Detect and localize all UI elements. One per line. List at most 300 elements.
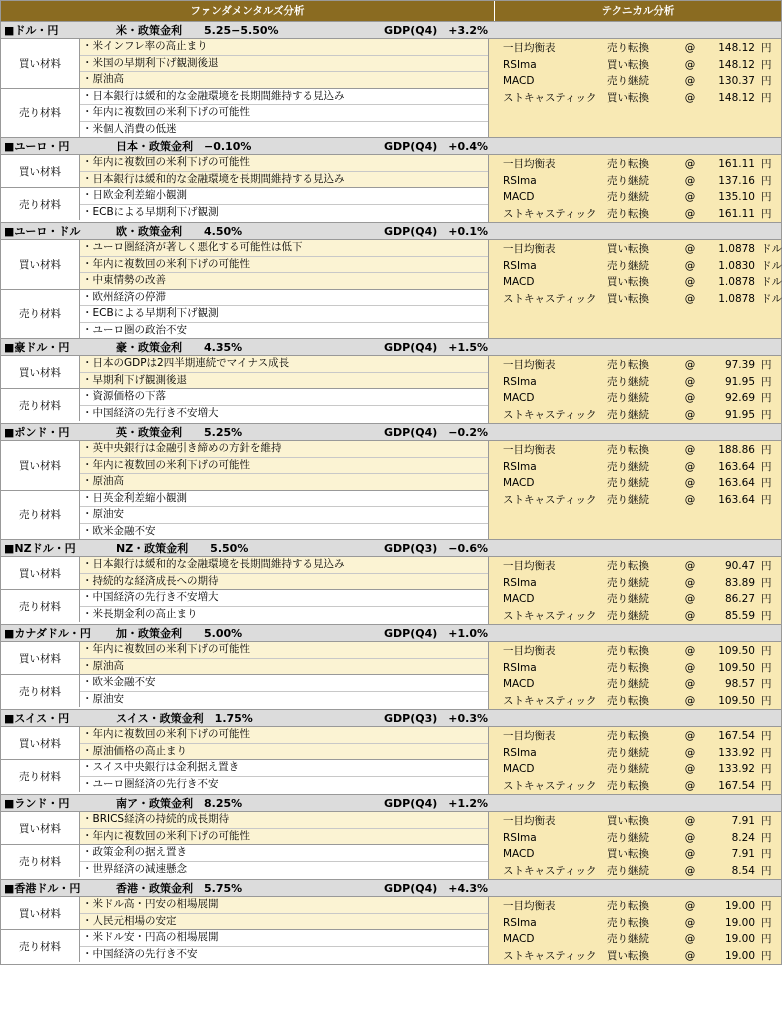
- technical-panel: [489, 812, 781, 879]
- sell-label: 売り材料: [1, 760, 80, 792]
- currency-section: [1, 338, 781, 423]
- at-symbol: @: [684, 661, 696, 674]
- at-symbol: @: [684, 694, 696, 707]
- indicator-row: [489, 846, 781, 863]
- signal-status: 買い転換: [607, 243, 649, 255]
- signal-status: 売り継続: [607, 75, 649, 87]
- signal-status: 買い転換: [607, 848, 649, 860]
- price-unit: 円: [761, 864, 772, 877]
- buy-label: 買い材料: [1, 812, 80, 844]
- price-value: 19.00: [724, 949, 755, 962]
- indicator-row: [489, 492, 781, 509]
- buy-item: ・米インフレ率の高止まり: [80, 39, 488, 56]
- price-unit: 円: [761, 848, 772, 860]
- section-title: [1, 539, 781, 557]
- at-symbol: @: [684, 259, 696, 272]
- price-unit: 円: [761, 815, 772, 827]
- sell-materials: [1, 491, 488, 540]
- sell-label: 売り材料: [1, 845, 80, 877]
- indicator-row: [489, 357, 781, 374]
- sell-item: ・年内に複数回の米利下げの可能性: [80, 105, 488, 122]
- buy-items: [80, 557, 488, 589]
- sell-item: ・ECBによる早期利下げ観測: [82, 205, 219, 218]
- buy-item: ・年内に複数回の米利下げの可能性: [80, 727, 488, 744]
- at-symbol: @: [684, 746, 696, 759]
- indicator-name: ストキャスティック: [503, 864, 597, 877]
- price-value: 92.69: [724, 392, 755, 404]
- currency-section: [1, 21, 781, 137]
- sell-label: 売り材料: [1, 290, 80, 339]
- price-value: 7.91: [731, 848, 755, 860]
- section-title: [1, 137, 781, 155]
- at-symbol: @: [684, 58, 696, 71]
- sell-materials: [1, 760, 488, 792]
- policy-rate: 欧・政策金利 4.50%: [116, 225, 243, 238]
- at-symbol: @: [684, 444, 696, 456]
- price-unit: 円: [761, 42, 772, 54]
- signal-status: 売り継続: [607, 375, 649, 388]
- signal-status: 売り継続: [607, 174, 649, 187]
- sell-items: [80, 491, 488, 540]
- price-unit: 円: [761, 916, 772, 929]
- price-value: 91.95: [724, 375, 755, 388]
- price-value: 109.50: [718, 661, 755, 674]
- price-unit: 円: [761, 191, 772, 203]
- signal-status: 売り継続: [607, 593, 649, 605]
- price-value: 135.10: [718, 191, 755, 203]
- price-unit: 円: [761, 933, 772, 945]
- currency-section: [1, 624, 781, 709]
- signal-status: 買い転換: [607, 292, 649, 305]
- price-unit: 円: [761, 359, 772, 371]
- gdp-value: GDP(Q3) +0.3%: [384, 712, 489, 725]
- buy-item: ・持続的な経済成長への期待: [80, 574, 488, 590]
- signal-status: 買い転換: [607, 91, 649, 104]
- sell-label: 売り材料: [1, 675, 80, 707]
- fundamental-header: ファンダメンタルズ分析: [1, 1, 495, 21]
- indicator-row: [489, 189, 781, 206]
- buy-label: 買い材料: [1, 642, 80, 674]
- sell-label: 売り材料: [1, 491, 80, 540]
- indicator-name: RSIma: [503, 916, 537, 929]
- buy-items: [80, 155, 488, 187]
- fundamental-panel: [1, 240, 489, 338]
- signal-status: 売り転換: [607, 694, 649, 707]
- at-symbol: @: [684, 191, 696, 203]
- sell-items: [80, 845, 488, 877]
- indicator-row: [489, 813, 781, 830]
- section-body: [1, 557, 781, 624]
- sell-materials: [1, 930, 488, 962]
- price-unit: 円: [761, 460, 772, 473]
- technical-panel: [489, 39, 781, 137]
- price-value: 148.12: [718, 91, 755, 104]
- gdp-value: GDP(Q4) −0.2%: [384, 426, 489, 439]
- indicator-name: 一目均衡表: [503, 42, 556, 54]
- sell-materials: [1, 290, 488, 339]
- technical-panel: [489, 240, 781, 338]
- at-symbol: @: [684, 779, 696, 792]
- sell-item: ・欧米金融不安: [80, 675, 488, 692]
- at-symbol: @: [684, 730, 696, 742]
- sell-materials: [1, 188, 488, 220]
- price-unit: 円: [761, 158, 772, 170]
- buy-materials: [1, 240, 488, 290]
- price-value: 1.0878: [718, 243, 755, 255]
- signal-status: 売り継続: [607, 191, 649, 203]
- price-unit: 円: [761, 609, 772, 622]
- buy-item: ・日本銀行は緩和的な金融環境を長期間維持する見込み: [80, 172, 488, 188]
- price-unit: 円: [761, 444, 772, 456]
- policy-rate: スイス・政策金利 1.75%: [116, 712, 253, 725]
- section-title: [1, 879, 781, 897]
- at-symbol: @: [684, 609, 696, 622]
- indicator-row: [489, 558, 781, 575]
- buy-item: ・年内に複数回の米利下げの可能性: [80, 257, 488, 274]
- price-unit: 円: [761, 375, 772, 388]
- indicator-name: 一目均衡表: [503, 158, 556, 170]
- signal-status: 買い転換: [607, 949, 649, 962]
- buy-item: ・中東情勢の改善: [80, 273, 488, 289]
- indicator-row: [489, 591, 781, 608]
- price-value: 130.37: [718, 75, 755, 87]
- at-symbol: @: [684, 408, 696, 421]
- section-body: [1, 240, 781, 338]
- indicator-name: ストキャスティック: [503, 949, 597, 962]
- buy-label: 買い材料: [1, 240, 80, 289]
- price-value: 133.92: [718, 763, 755, 775]
- indicator-name: 一目均衡表: [503, 243, 556, 255]
- buy-item: ・年内に複数回の米利下げの可能性: [80, 458, 488, 475]
- indicator-row: [489, 608, 781, 625]
- technical-panel: [489, 155, 781, 222]
- indicator-name: MACD: [503, 276, 535, 288]
- currency-pair: ■香港ドル・円: [4, 882, 81, 895]
- gdp-value: GDP(Q4) +1.5%: [384, 341, 489, 354]
- indicator-name: RSIma: [503, 375, 537, 388]
- price-unit: 円: [761, 91, 772, 104]
- indicator-row: [489, 745, 781, 762]
- price-value: 137.16: [718, 174, 755, 187]
- signal-status: 売り継続: [607, 477, 649, 489]
- sell-item: ・中国経済の先行き不安増大: [80, 590, 488, 607]
- indicator-row: [489, 258, 781, 275]
- currency-section: [1, 137, 781, 222]
- indicator-name: RSIma: [503, 831, 537, 844]
- indicator-row: [489, 90, 781, 107]
- price-unit: 円: [761, 560, 772, 572]
- buy-items: [80, 441, 488, 490]
- signal-status: 売り転換: [607, 207, 649, 220]
- buy-label: 買い材料: [1, 897, 80, 929]
- price-value: 98.57: [724, 678, 755, 690]
- price-value: 90.47: [724, 560, 755, 572]
- indicator-name: 一目均衡表: [503, 645, 556, 657]
- sell-item: ・資源価格の下落: [80, 389, 488, 406]
- price-unit: 円: [761, 408, 772, 421]
- buy-materials: [1, 727, 488, 760]
- signal-status: 売り継続: [607, 609, 649, 622]
- indicator-name: 一目均衡表: [503, 444, 556, 456]
- price-value: 1.0878: [718, 276, 755, 288]
- indicator-row: [489, 40, 781, 57]
- section-body: [1, 356, 781, 423]
- sell-item: ・政策金利の据え置き: [80, 845, 488, 862]
- at-symbol: @: [684, 763, 696, 775]
- section-body: [1, 39, 781, 137]
- sell-items: [80, 760, 488, 792]
- at-symbol: @: [684, 593, 696, 605]
- section-title: [1, 423, 781, 441]
- currency-section: [1, 222, 781, 338]
- policy-rate: 米・政策金利 5.25−5.50%: [116, 24, 279, 37]
- buy-items: [80, 39, 488, 88]
- indicator-name: MACD: [503, 392, 535, 404]
- indicator-row: [489, 374, 781, 391]
- at-symbol: @: [684, 848, 696, 860]
- price-value: 161.11: [718, 158, 755, 170]
- currency-pair: ■スイス・円: [4, 712, 70, 725]
- buy-item: ・原油高: [80, 474, 488, 490]
- sell-items: [80, 675, 488, 707]
- buy-materials: [1, 356, 488, 389]
- price-value: 83.89: [724, 576, 755, 589]
- section-body: [1, 897, 781, 964]
- signal-status: 売り転換: [607, 661, 649, 674]
- buy-item: ・日本のGDPは2四半期連続でマイナス成長: [80, 356, 488, 373]
- at-symbol: @: [684, 392, 696, 404]
- buy-items: [80, 897, 488, 929]
- buy-items: [80, 240, 488, 289]
- indicator-name: RSIma: [503, 174, 537, 187]
- price-unit: 円: [761, 730, 772, 742]
- section-title: [1, 21, 781, 39]
- price-value: 19.00: [724, 900, 755, 912]
- price-unit: 円: [761, 576, 772, 589]
- technical-panel: [489, 897, 781, 964]
- price-unit: ドル: [761, 243, 782, 255]
- price-unit: 円: [761, 661, 772, 674]
- fundamental-panel: [1, 727, 489, 794]
- signal-status: 買い転換: [607, 58, 649, 71]
- at-symbol: @: [684, 276, 696, 288]
- buy-label: 買い材料: [1, 557, 80, 589]
- signal-status: 売り継続: [607, 576, 649, 589]
- price-value: 161.11: [718, 207, 755, 220]
- sell-item: ・欧米金融不安: [82, 524, 156, 537]
- fundamental-panel: [1, 557, 489, 624]
- section-title: [1, 709, 781, 727]
- gdp-value: GDP(Q4) +1.2%: [384, 797, 489, 810]
- buy-materials: [1, 441, 488, 491]
- section-title: [1, 794, 781, 812]
- sell-materials: [1, 845, 488, 877]
- buy-label: 買い材料: [1, 155, 80, 187]
- price-unit: 円: [761, 477, 772, 489]
- signal-status: 売り転換: [607, 359, 649, 371]
- section-body: [1, 441, 781, 539]
- buy-item: ・米国の早期利下げ観測後退: [80, 56, 488, 73]
- signal-status: 売り継続: [607, 864, 649, 877]
- indicator-name: 一目均衡表: [503, 815, 556, 827]
- signal-status: 売り継続: [607, 493, 649, 506]
- price-value: 109.50: [718, 645, 755, 657]
- currency-pair: ■ユーロ・ドル: [4, 225, 81, 238]
- price-value: 163.64: [718, 493, 755, 506]
- sell-item: ・日本銀行は緩和的な金融環境を長期間維持する見込み: [80, 89, 488, 106]
- price-value: 19.00: [724, 916, 755, 929]
- indicator-name: ストキャスティック: [503, 609, 597, 622]
- buy-item: ・原油高: [80, 659, 488, 675]
- currency-section: [1, 423, 781, 539]
- price-unit: 円: [761, 779, 772, 792]
- buy-materials: [1, 155, 488, 188]
- sell-materials: [1, 89, 488, 138]
- price-unit: ドル: [761, 259, 782, 272]
- buy-item: ・年内に複数回の米利下げの可能性: [80, 829, 488, 845]
- indicator-name: 一目均衡表: [503, 359, 556, 371]
- indicator-row: [489, 407, 781, 424]
- currency-section: [1, 709, 781, 794]
- signal-status: 売り継続: [607, 746, 649, 759]
- price-value: 133.92: [718, 746, 755, 759]
- buy-item: ・年内に複数回の米利下げの可能性: [80, 155, 488, 172]
- signal-status: 売り継続: [607, 763, 649, 775]
- sell-items: [80, 188, 488, 220]
- buy-label: 買い材料: [1, 727, 80, 759]
- price-unit: 円: [761, 493, 772, 506]
- indicator-row: [489, 728, 781, 745]
- indicator-row: [489, 274, 781, 291]
- table-header: [1, 1, 781, 21]
- price-value: 8.24: [731, 831, 755, 844]
- indicator-name: ストキャスティック: [503, 292, 597, 305]
- gdp-value: GDP(Q3) −0.6%: [384, 542, 489, 555]
- currency-pair: ■ユーロ・円: [4, 140, 70, 153]
- price-unit: 円: [761, 763, 772, 775]
- price-value: 85.59: [724, 609, 755, 622]
- signal-status: 売り転換: [607, 42, 649, 54]
- sell-item: ・ECBによる早期利下げ観測: [80, 306, 488, 323]
- at-symbol: @: [684, 560, 696, 572]
- buy-item: ・ユーロ圏経済が著しく悪化する可能性は低下: [80, 240, 488, 257]
- price-unit: 円: [761, 207, 772, 220]
- price-value: 7.91: [731, 815, 755, 827]
- sell-item: ・原油安: [80, 507, 488, 524]
- indicator-row: [489, 442, 781, 459]
- indicator-row: [489, 291, 781, 308]
- at-symbol: @: [684, 864, 696, 877]
- signal-status: 売り継続: [607, 460, 649, 473]
- currency-pair: ■ドル・円: [4, 24, 59, 37]
- indicator-row: [489, 173, 781, 190]
- sell-item: ・ユーロ圏経済の先行き不安: [82, 777, 219, 790]
- indicator-name: MACD: [503, 191, 535, 203]
- indicator-name: 一目均衡表: [503, 730, 556, 742]
- price-unit: 円: [761, 58, 772, 71]
- at-symbol: @: [684, 900, 696, 912]
- sell-items: [80, 290, 488, 339]
- indicator-row: [489, 915, 781, 932]
- section-body: [1, 642, 781, 709]
- price-value: 148.12: [718, 58, 755, 71]
- currency-pair: ■豪ドル・円: [4, 341, 70, 354]
- sell-item: ・米ドル安・円高の相場展開: [80, 930, 488, 947]
- currency-pair: ■ランド・円: [4, 797, 70, 810]
- signal-status: 売り継続: [607, 933, 649, 945]
- indicator-row: [489, 390, 781, 407]
- sell-item: ・ユーロ圏の政治不安: [82, 323, 187, 336]
- price-unit: ドル: [761, 276, 782, 288]
- gdp-value: GDP(Q4) +0.4%: [384, 140, 489, 153]
- indicator-name: ストキャスティック: [503, 493, 597, 506]
- sell-label: 売り材料: [1, 389, 80, 421]
- indicator-row: [489, 863, 781, 880]
- price-value: 1.0878: [718, 292, 755, 305]
- signal-status: 売り継続: [607, 678, 649, 690]
- at-symbol: @: [684, 576, 696, 589]
- buy-materials: [1, 812, 488, 845]
- indicator-name: MACD: [503, 848, 535, 860]
- buy-label: 買い材料: [1, 441, 80, 490]
- section-body: [1, 727, 781, 794]
- price-value: 188.86: [718, 444, 755, 456]
- indicator-row: [489, 206, 781, 223]
- at-symbol: @: [684, 243, 696, 255]
- currency-section: [1, 794, 781, 879]
- indicator-row: [489, 73, 781, 90]
- price-unit: ドル: [761, 292, 782, 305]
- at-symbol: @: [684, 645, 696, 657]
- policy-rate: 南ア・政策金利 8.25%: [116, 797, 243, 810]
- currency-section: [1, 879, 781, 964]
- sell-items: [80, 590, 488, 622]
- indicator-row: [489, 761, 781, 778]
- indicator-row: [489, 898, 781, 915]
- indicator-row: [489, 931, 781, 948]
- sell-items: [80, 930, 488, 962]
- signal-status: 売り転換: [607, 444, 649, 456]
- buy-label: 買い材料: [1, 39, 80, 88]
- section-title: [1, 624, 781, 642]
- buy-item: ・英中央銀行は金融引き締めの方針を維持: [80, 441, 488, 458]
- policy-rate: 加・政策金利 5.00%: [116, 627, 243, 640]
- indicator-name: ストキャスティック: [503, 694, 597, 707]
- buy-item: ・米ドル高・円安の相場展開: [80, 897, 488, 914]
- price-unit: 円: [761, 694, 772, 707]
- signal-status: 売り転換: [607, 916, 649, 929]
- buy-items: [80, 642, 488, 674]
- indicator-name: RSIma: [503, 661, 537, 674]
- buy-item: ・原油価格の高止まり: [80, 744, 488, 760]
- gdp-value: GDP(Q4) +1.0%: [384, 627, 489, 640]
- policy-rate: 豪・政策金利 4.35%: [116, 341, 243, 354]
- section-title: [1, 222, 781, 240]
- buy-item: ・早期利下げ観測後退: [80, 373, 488, 389]
- indicator-name: RSIma: [503, 259, 537, 272]
- at-symbol: @: [684, 933, 696, 945]
- policy-rate: NZ・政策金利 5.50%: [116, 542, 249, 555]
- indicator-name: ストキャスティック: [503, 207, 597, 220]
- sell-item: ・スイス中央銀行は金利据え置き: [80, 760, 488, 777]
- price-value: 1.0830: [718, 259, 755, 272]
- at-symbol: @: [684, 75, 696, 87]
- price-value: 167.54: [718, 730, 755, 742]
- price-unit: 円: [761, 831, 772, 844]
- indicator-row: [489, 459, 781, 476]
- indicator-name: ストキャスティック: [503, 779, 597, 792]
- indicator-name: RSIma: [503, 746, 537, 759]
